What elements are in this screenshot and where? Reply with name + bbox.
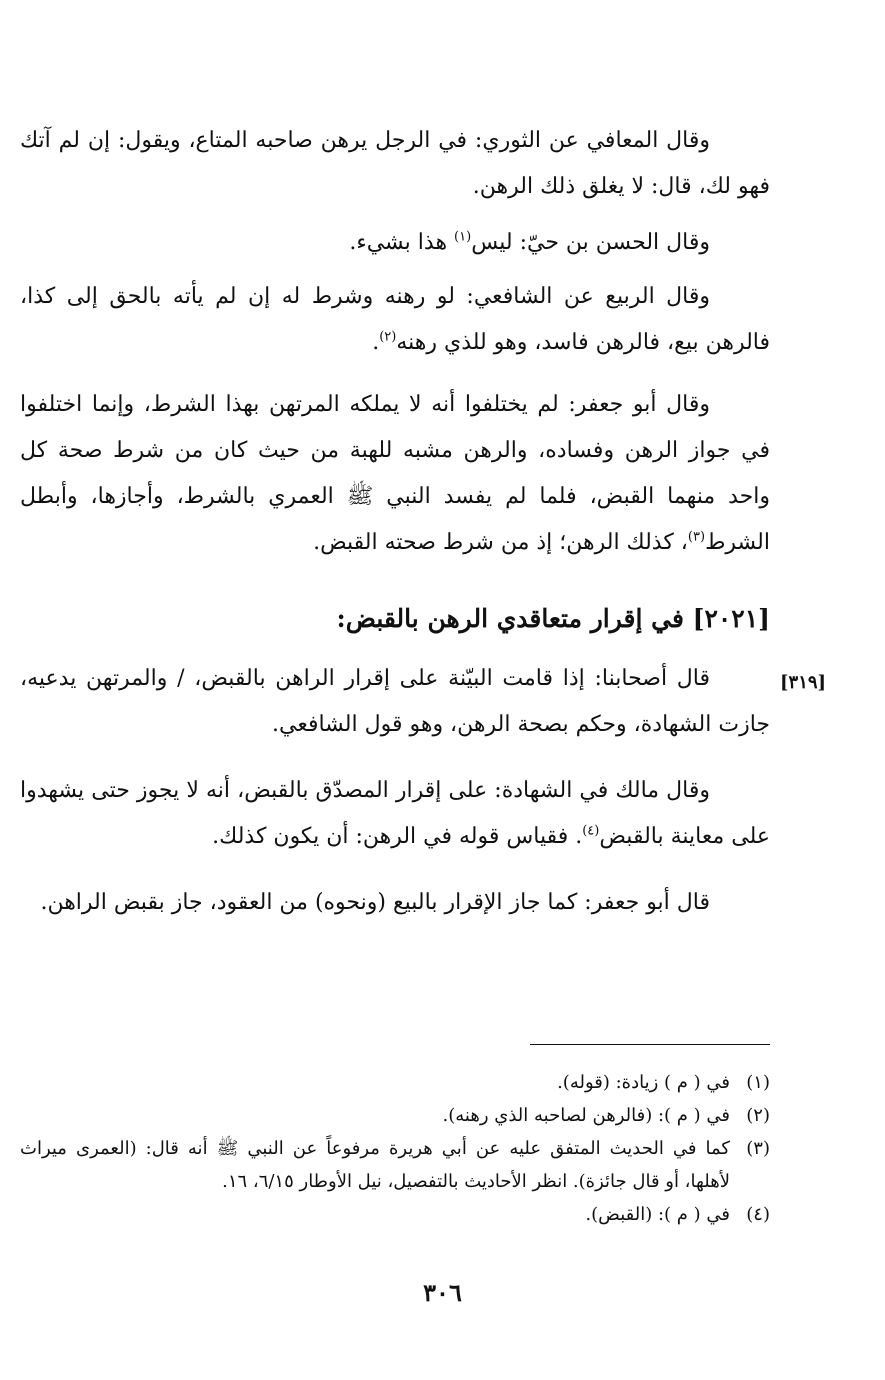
footnote-item <box>20 1066 770 1099</box>
footnote-text: في ( م ): (فالرهن لصاحبه الذي رهنه). <box>442 1105 730 1126</box>
paragraph-text: وقال أبو جعفر: لم يختلفوا أنه لا يملكه المرتهن بهذا الشرط، وإنما اختلفوا في جواز الرهن وفساده، والرهن مشبه للهبة من حيث كان من شرط صحة كل واحد منهما القبض، فلما لم يفسد النبي ﷺ العمري بالشرط، وأجازها، وأبطل الشرط <box>20 392 770 555</box>
paragraph-text: وقال الربيع عن الشافعي: لو رهنه وشرط له إن لم يأته بالحق إلى كذا، فالرهن بيع، فالرهن فاسد، وهو للذي رهنه <box>20 284 770 355</box>
paragraph-thawri <box>20 118 770 210</box>
footnote-number: (٢) <box>746 1105 770 1126</box>
paragraph-text: قال أبو جعفر: كما جاز الإقرار بالبيع (ونحوه) من العقود، جاز بقبض الراهن. <box>40 890 710 915</box>
footnote-number: (٤) <box>746 1204 770 1225</box>
paragraph-text: هذا بشيء. <box>349 230 455 255</box>
paragraph-text: وقال الحسن بن حيّ: ليس <box>471 230 710 255</box>
paragraph-hasan <box>20 220 770 266</box>
footnote-text: في ( م ) زيادة: (قوله). <box>557 1072 730 1093</box>
paragraph-text: . <box>372 330 380 355</box>
footnote-ref-3[interactable]: (٣) <box>687 529 706 545</box>
paragraph-malik <box>20 768 770 860</box>
footnote-item <box>20 1099 770 1132</box>
footnote-ref-2[interactable]: (٢) <box>379 329 397 345</box>
paragraph-text: قال أصحابنا: إذا قامت البيّنة على إقرار الراهن بالقبض، / والمرتهن يدعيه، جازت الشهادة، وحكم بصحة الرهن، وهو قول الشافعي. <box>20 666 770 737</box>
footnote-number: (٣) <box>746 1138 770 1159</box>
footnote-number: (١) <box>746 1072 770 1093</box>
footnote-ref-4[interactable]: (٤) <box>582 823 600 839</box>
footnote-item <box>20 1132 770 1198</box>
section-heading: [٢٠٢١] في إقرار متعاقدي الرهن بالقبض: <box>336 604 770 633</box>
footnote-item <box>20 1198 770 1231</box>
paragraph-text: ، كذلك الرهن؛ إذ من شرط صحته القبض. <box>313 530 688 555</box>
paragraph-abu-jafar-1 <box>20 382 770 566</box>
paragraph-ashabuna <box>20 656 770 748</box>
footnotes-list <box>20 1066 770 1231</box>
manuscript-folio-marker: [٣١٩] <box>780 672 827 693</box>
paragraph-text: وقال المعافي عن الثوري: في الرجل يرهن صاحبه المتاع، ويقول: إن لم آتك فهو لك، قال: لا يغلق ذلك الرهن. <box>20 128 770 199</box>
footnote-text: في ( م ): (القبض). <box>585 1204 730 1225</box>
paragraph-abu-jafar-2 <box>20 880 770 926</box>
page-number: ٣٠٦ <box>423 1278 462 1307</box>
paragraph-text: وقال مالك في الشهادة: على إقرار المصدّق بالقبض، أنه لا يجوز حتى يشهدوا على معاينة بالقبض <box>20 778 770 849</box>
footnote-text: كما في الحديث المتفق عليه عن أبي هريرة مرفوعاً عن النبي ﷺ أنه قال: (العمرى ميراث لأهلها، أو قال جائزة). انظر الأحاديث بالتفصيل، نيل الأوطار ٦/١٥، ١٦. <box>20 1138 730 1192</box>
footnote-separator <box>530 1044 770 1045</box>
paragraph-text: . فقياس قوله في الرهن: أن يكون كذلك. <box>212 824 583 849</box>
paragraph-rabi <box>20 274 770 366</box>
footnote-ref-1[interactable]: (١) <box>454 229 472 245</box>
